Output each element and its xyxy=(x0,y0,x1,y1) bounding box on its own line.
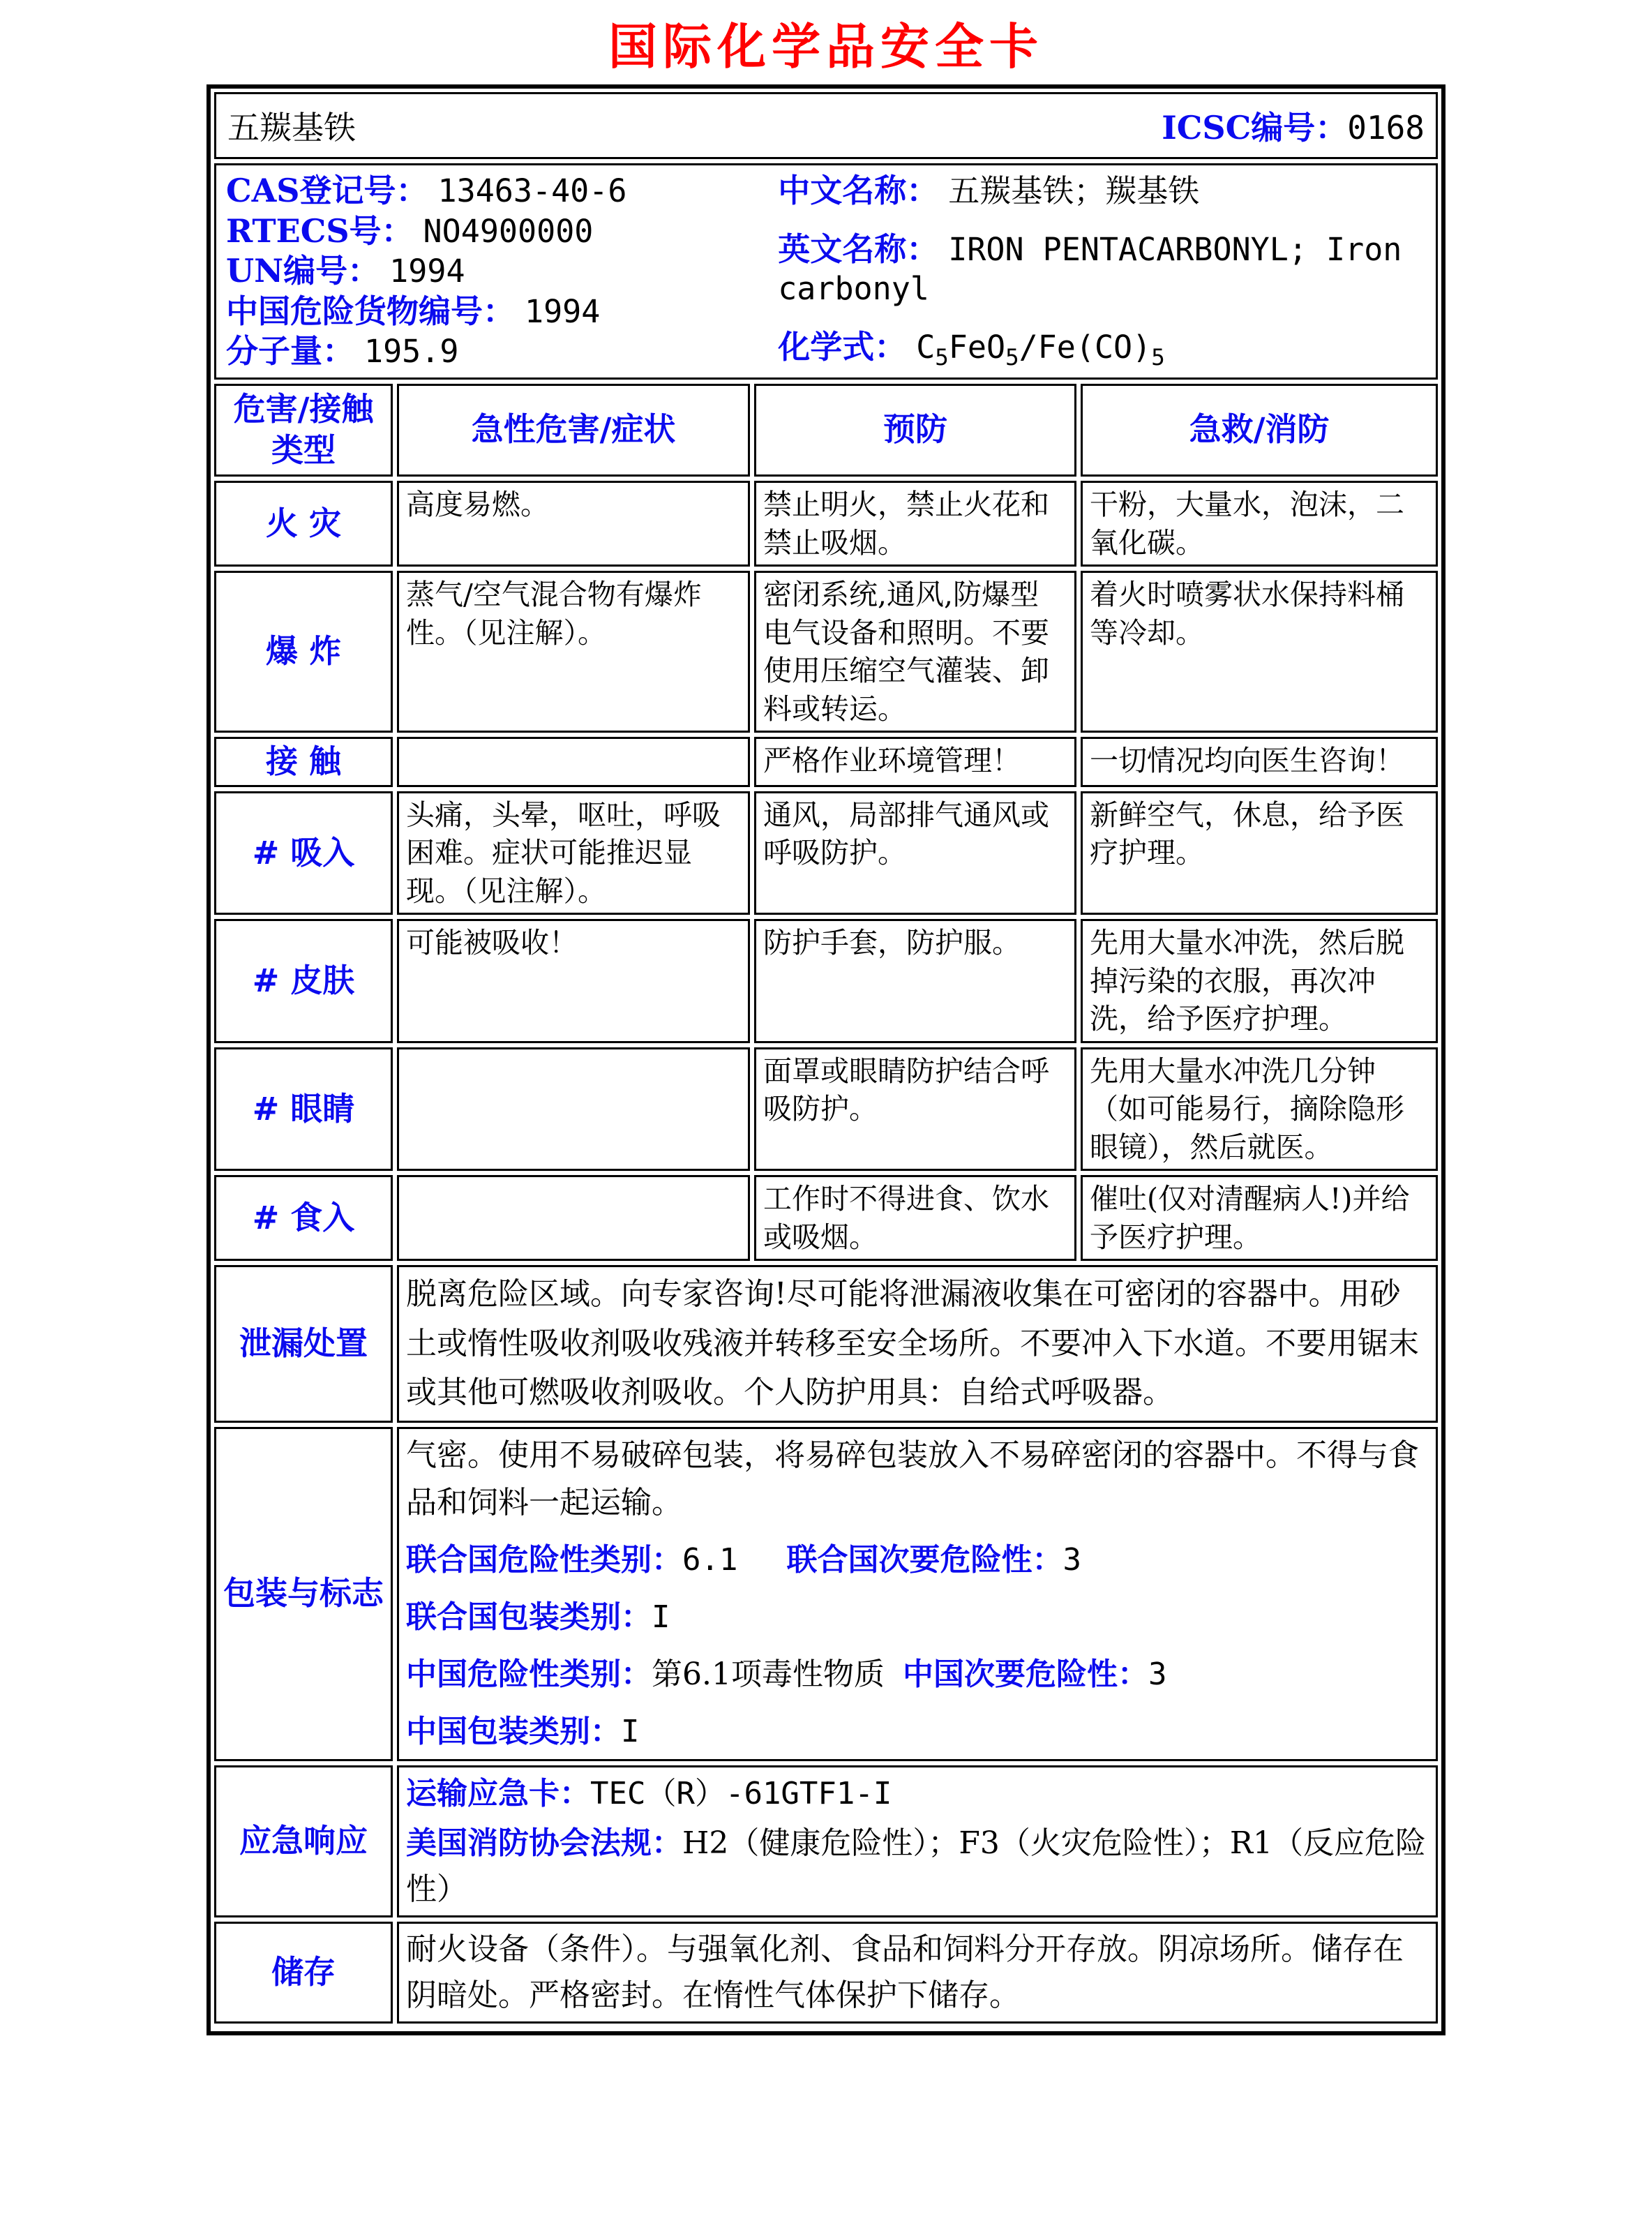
formula-line xyxy=(778,327,1426,372)
formula-part: /Fe(CO) xyxy=(1019,329,1152,366)
formula-label: 化学式： xyxy=(778,328,907,366)
row-label-contact: 接 触 xyxy=(214,737,393,787)
row-label-emergency: 应急响应 xyxy=(214,1765,393,1917)
cn-subsidiary-value: 3 xyxy=(1148,1657,1167,1693)
row-label-explosion: 爆 炸 xyxy=(214,571,393,733)
header-first-aid: 急救/消防 xyxy=(1081,384,1438,477)
row-label-skin: # 皮肤 xyxy=(214,919,393,1043)
row-label-storage: 储存 xyxy=(214,1922,393,2024)
substance-header-cell xyxy=(214,92,1438,159)
hazard-row-skin xyxy=(214,919,1438,1043)
rtecs-line xyxy=(226,211,778,252)
substance-name: 五羰基铁 xyxy=(227,109,356,147)
row-label-ingestion: # 食入 xyxy=(214,1175,393,1261)
cn-packing-value: I xyxy=(621,1714,640,1750)
un-class-label: 联合国危险性类别： xyxy=(406,1541,682,1578)
hazard-row-ingestion xyxy=(214,1175,1438,1261)
cn-dg-label: 中国危险货物编号： xyxy=(226,292,515,330)
skin-symptoms: 可能被吸收！ xyxy=(397,919,750,1043)
row-label-inhalation: # 吸入 xyxy=(214,791,393,915)
hazard-row-eyes xyxy=(214,1047,1438,1172)
contact-prevention: 严格作业环境管理！ xyxy=(754,737,1076,787)
formula-part: C xyxy=(916,329,936,366)
rtecs-label: RTECS号： xyxy=(226,211,414,250)
en-name-line xyxy=(778,230,1426,309)
hazard-table-header-row xyxy=(214,384,1438,477)
eyes-prevention: 面罩或眼睛防护结合呼吸防护。 xyxy=(754,1047,1076,1172)
storage-row xyxy=(214,1922,1438,2024)
explosion-symptoms: 蒸气/空气混合物有爆炸性。（见注解）。 xyxy=(397,571,750,733)
formula-part: FeO xyxy=(948,329,1006,366)
inhalation-first-aid: 新鲜空气，休息，给予医疗护理。 xyxy=(1081,791,1438,915)
un-subsidiary-value: 3 xyxy=(1062,1541,1081,1578)
cn-packing-line xyxy=(406,1708,1429,1756)
mw-value: 195.9 xyxy=(364,333,459,370)
eyes-symptoms xyxy=(397,1047,750,1172)
packaging-intro: 气密。使用不易破碎包装，将易碎包装放入不易碎密闭的容器中。不得与食品和饲料一起运输。 xyxy=(406,1437,1419,1520)
header-hazard-type: 危害/接触类型 xyxy=(214,384,393,477)
un-packing-value: I xyxy=(652,1599,670,1636)
names-right-column xyxy=(778,171,1426,372)
row-label-fire: 火 灾 xyxy=(214,481,393,567)
inhalation-prevention: 通风，局部排气通风或呼吸防护。 xyxy=(754,791,1076,915)
page-title: 国际化学品安全卡 xyxy=(608,17,1044,75)
cn-dg-value: 1994 xyxy=(525,292,601,330)
row-label-packaging: 包装与标志 xyxy=(214,1427,393,1761)
formula-subscript: 5 xyxy=(935,344,949,371)
cn-dg-line xyxy=(226,292,778,332)
fire-symptoms: 高度易燃。 xyxy=(397,481,750,567)
icsc-number: 0168 xyxy=(1347,109,1425,147)
card-title-row xyxy=(214,92,1438,159)
ingestion-prevention: 工作时不得进食、饮水或吸烟。 xyxy=(754,1175,1076,1261)
cn-class-value: 第6.1项毒性物质 xyxy=(652,1657,885,1693)
mw-line xyxy=(226,331,778,372)
identifiers-cell xyxy=(214,163,1438,380)
header-prevention: 预防 xyxy=(754,384,1076,477)
emergency-row xyxy=(214,1765,1438,1917)
contact-first-aid: 一切情况均向医生咨询！ xyxy=(1081,737,1438,787)
cn-name-label: 中文名称： xyxy=(778,172,939,209)
storage-text: 耐火设备（条件）。与强氧化剂、食品和饲料分开存放。阴凉场所。储存在阴暗处。严格密封。在惰性气体保护下储存。 xyxy=(397,1922,1438,2024)
un-class-value: 6.1 xyxy=(682,1541,738,1578)
nfpa-value: H2（健康危险性）；F3（火灾危险性）；R1（反应危险性） xyxy=(406,1825,1427,1907)
cn-class-label: 中国危险性类别： xyxy=(406,1657,652,1693)
fire-prevention: 禁止明火，禁止火花和禁止吸烟。 xyxy=(754,481,1076,567)
identifiers-left-column xyxy=(226,171,778,372)
un-class-line xyxy=(406,1536,1429,1584)
icsc-card xyxy=(206,84,1446,2035)
ingestion-first-aid: 催吐(仅对清醒病人!)并给予医疗护理。 xyxy=(1081,1175,1438,1261)
spillage-text: 脱离危险区域。向专家咨询!尽可能将泄漏液收集在可密闭的容器中。用砂土或惰性吸收剂吸收残液并转移至安全场所。不要冲入下水道。不要用锯末或其他可燃吸收剂吸收。个人防护用具：自给式呼吸器。 xyxy=(397,1265,1438,1422)
icsc-number-group xyxy=(1162,103,1425,149)
ingestion-symptoms xyxy=(397,1175,750,1261)
un-value: 1994 xyxy=(389,253,465,290)
cas-value: 13463-40-6 xyxy=(437,172,627,209)
formula-subscript: 5 xyxy=(1151,344,1165,371)
un-label: UN编号： xyxy=(226,252,380,290)
identifiers-row xyxy=(214,163,1438,380)
cas-label: CAS登记号： xyxy=(226,172,428,209)
inhalation-symptoms: 头痛，头晕，呕吐，呼吸困难。症状可能推迟显现。（见注解）。 xyxy=(397,791,750,915)
row-label-spillage: 泄漏处置 xyxy=(214,1265,393,1422)
rtecs-value: NO4900000 xyxy=(423,212,594,250)
skin-prevention: 防护手套，防护服。 xyxy=(754,919,1076,1043)
eyes-first-aid: 先用大量水冲洗几分钟（如可能易行，摘除隐形眼镜），然后就医。 xyxy=(1081,1047,1438,1172)
row-label-eyes: # 眼睛 xyxy=(214,1047,393,1172)
cn-name-line xyxy=(778,171,1426,211)
header-symptoms: 急性危害/症状 xyxy=(397,384,750,477)
en-name-label: 英文名称： xyxy=(778,230,939,268)
icsc-label: ICSC编号： xyxy=(1162,109,1348,147)
hazard-row-fire xyxy=(214,481,1438,567)
en-name-value: IRON PENTACARBONYL; Iron carbonyl xyxy=(778,230,1402,308)
explosion-first-aid: 着火时喷雾状水保持料桶等冷却。 xyxy=(1081,571,1438,733)
formula-subscript: 5 xyxy=(1005,344,1019,371)
hazard-row-inhalation xyxy=(214,791,1438,915)
mw-label: 分子量： xyxy=(226,332,354,370)
tec-line xyxy=(406,1770,1429,1818)
hazard-row-contact xyxy=(214,737,1438,787)
packaging-content xyxy=(397,1427,1438,1761)
cn-packing-label: 中国包装类别： xyxy=(406,1714,621,1750)
nfpa-line xyxy=(406,1820,1429,1913)
emergency-content xyxy=(397,1765,1438,1917)
explosion-prevention: 密闭系统,通风,防爆型电气设备和照明。不要使用压缩空气灌装、卸料或转运。 xyxy=(754,571,1076,733)
un-packing-label: 联合国包装类别： xyxy=(406,1599,652,1636)
tec-value: TEC（R）-61GTF1-I xyxy=(590,1775,892,1811)
contact-symptoms xyxy=(397,737,750,787)
nfpa-label: 美国消防协会法规： xyxy=(406,1825,682,1861)
spillage-row xyxy=(214,1265,1438,1422)
packaging-row xyxy=(214,1427,1438,1761)
skin-first-aid: 先用大量水冲洗，然后脱掉污染的衣服，再次冲洗，给予医疗护理。 xyxy=(1081,919,1438,1043)
hazard-row-explosion xyxy=(214,571,1438,733)
cas-line xyxy=(226,171,778,211)
tec-label: 运输应急卡： xyxy=(406,1775,590,1811)
un-subsidiary-label: 联合国次要危险性： xyxy=(786,1541,1063,1578)
cn-name-value: 五羰基铁；羰基铁 xyxy=(948,172,1200,209)
un-packing-line xyxy=(406,1594,1429,1641)
cn-subsidiary-label: 中国次要危险性： xyxy=(902,1657,1148,1693)
cn-class-line xyxy=(406,1651,1429,1698)
un-line xyxy=(226,251,778,292)
chemical-formula xyxy=(916,329,1165,371)
fire-first-aid: 干粉，大量水，泡沫，二氧化碳。 xyxy=(1081,481,1438,567)
